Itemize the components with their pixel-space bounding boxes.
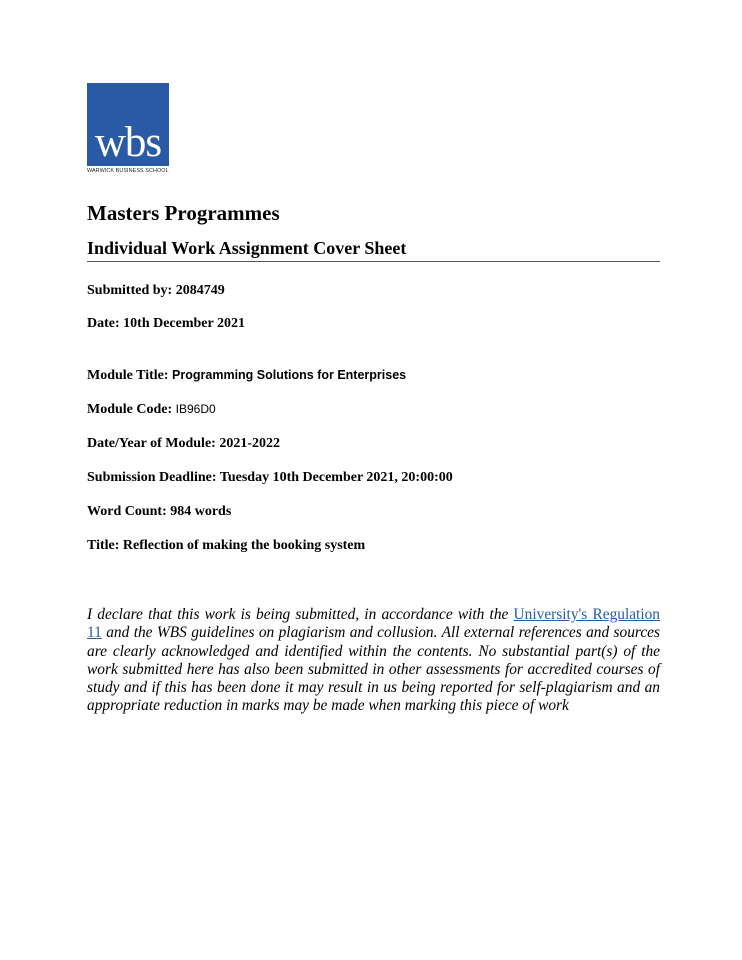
- declaration-text-start: I declare that this work is being submitted, in accordance with the: [87, 606, 514, 623]
- submitted-by-value: 2084749: [175, 283, 225, 298]
- word-count-field: [87, 504, 231, 520]
- word-count-value: 984 words: [170, 504, 232, 519]
- deadline-label: Submission Deadline:: [87, 470, 217, 485]
- word-count-label: Word Count:: [87, 504, 167, 519]
- declaration-text-end: and the WBS guidelines on plagiarism and collusion. All external references and sources are clearly acknowledged and identified within the contents. No substantial part(s) of the work submitted here has also been submitted in other assessments for accredited courses of study and if this has been done it may result in us being reported for self-plagiarism and an appropriate reduction in marks may be made when marking this piece of work: [87, 624, 660, 715]
- module-title-label: Module Title:: [87, 368, 169, 383]
- deadline-value: Tuesday 10th December 2021, 20:00:00: [219, 470, 453, 485]
- date-label: Date:: [87, 316, 120, 331]
- module-code-field: [87, 402, 216, 418]
- date-value: 10th December 2021: [123, 316, 245, 331]
- module-title-field: [87, 368, 406, 384]
- module-title-value: Programming Solutions for Enterprises: [172, 368, 407, 382]
- page-subtitle: Individual Work Assignment Cover Sheet: [87, 238, 660, 262]
- logo-text: wbs: [94, 119, 162, 166]
- declaration-paragraph: [87, 606, 660, 716]
- module-code-label: Module Code:: [87, 402, 173, 417]
- title-field: [87, 538, 365, 554]
- deadline-field: [87, 470, 453, 486]
- date-year-value: 2021-2022: [219, 436, 280, 451]
- module-code-value: IB96D0: [175, 402, 216, 416]
- submitted-by-label: Submitted by:: [87, 283, 173, 298]
- wbs-logo: [87, 83, 169, 166]
- title-value: Reflection of making the booking system: [122, 538, 366, 553]
- regulation-link[interactable]: University's Regulation 11: [87, 606, 661, 642]
- title-label: Title:: [87, 538, 120, 553]
- date-year-field: [87, 436, 280, 452]
- page-title: Masters Programmes: [87, 201, 280, 225]
- submitted-by-field: [87, 283, 225, 299]
- date-year-label: Date/Year of Module:: [87, 436, 216, 451]
- date-field: [87, 316, 245, 332]
- logo-subtitle: WARWICK BUSINESS SCHOOL: [87, 168, 169, 174]
